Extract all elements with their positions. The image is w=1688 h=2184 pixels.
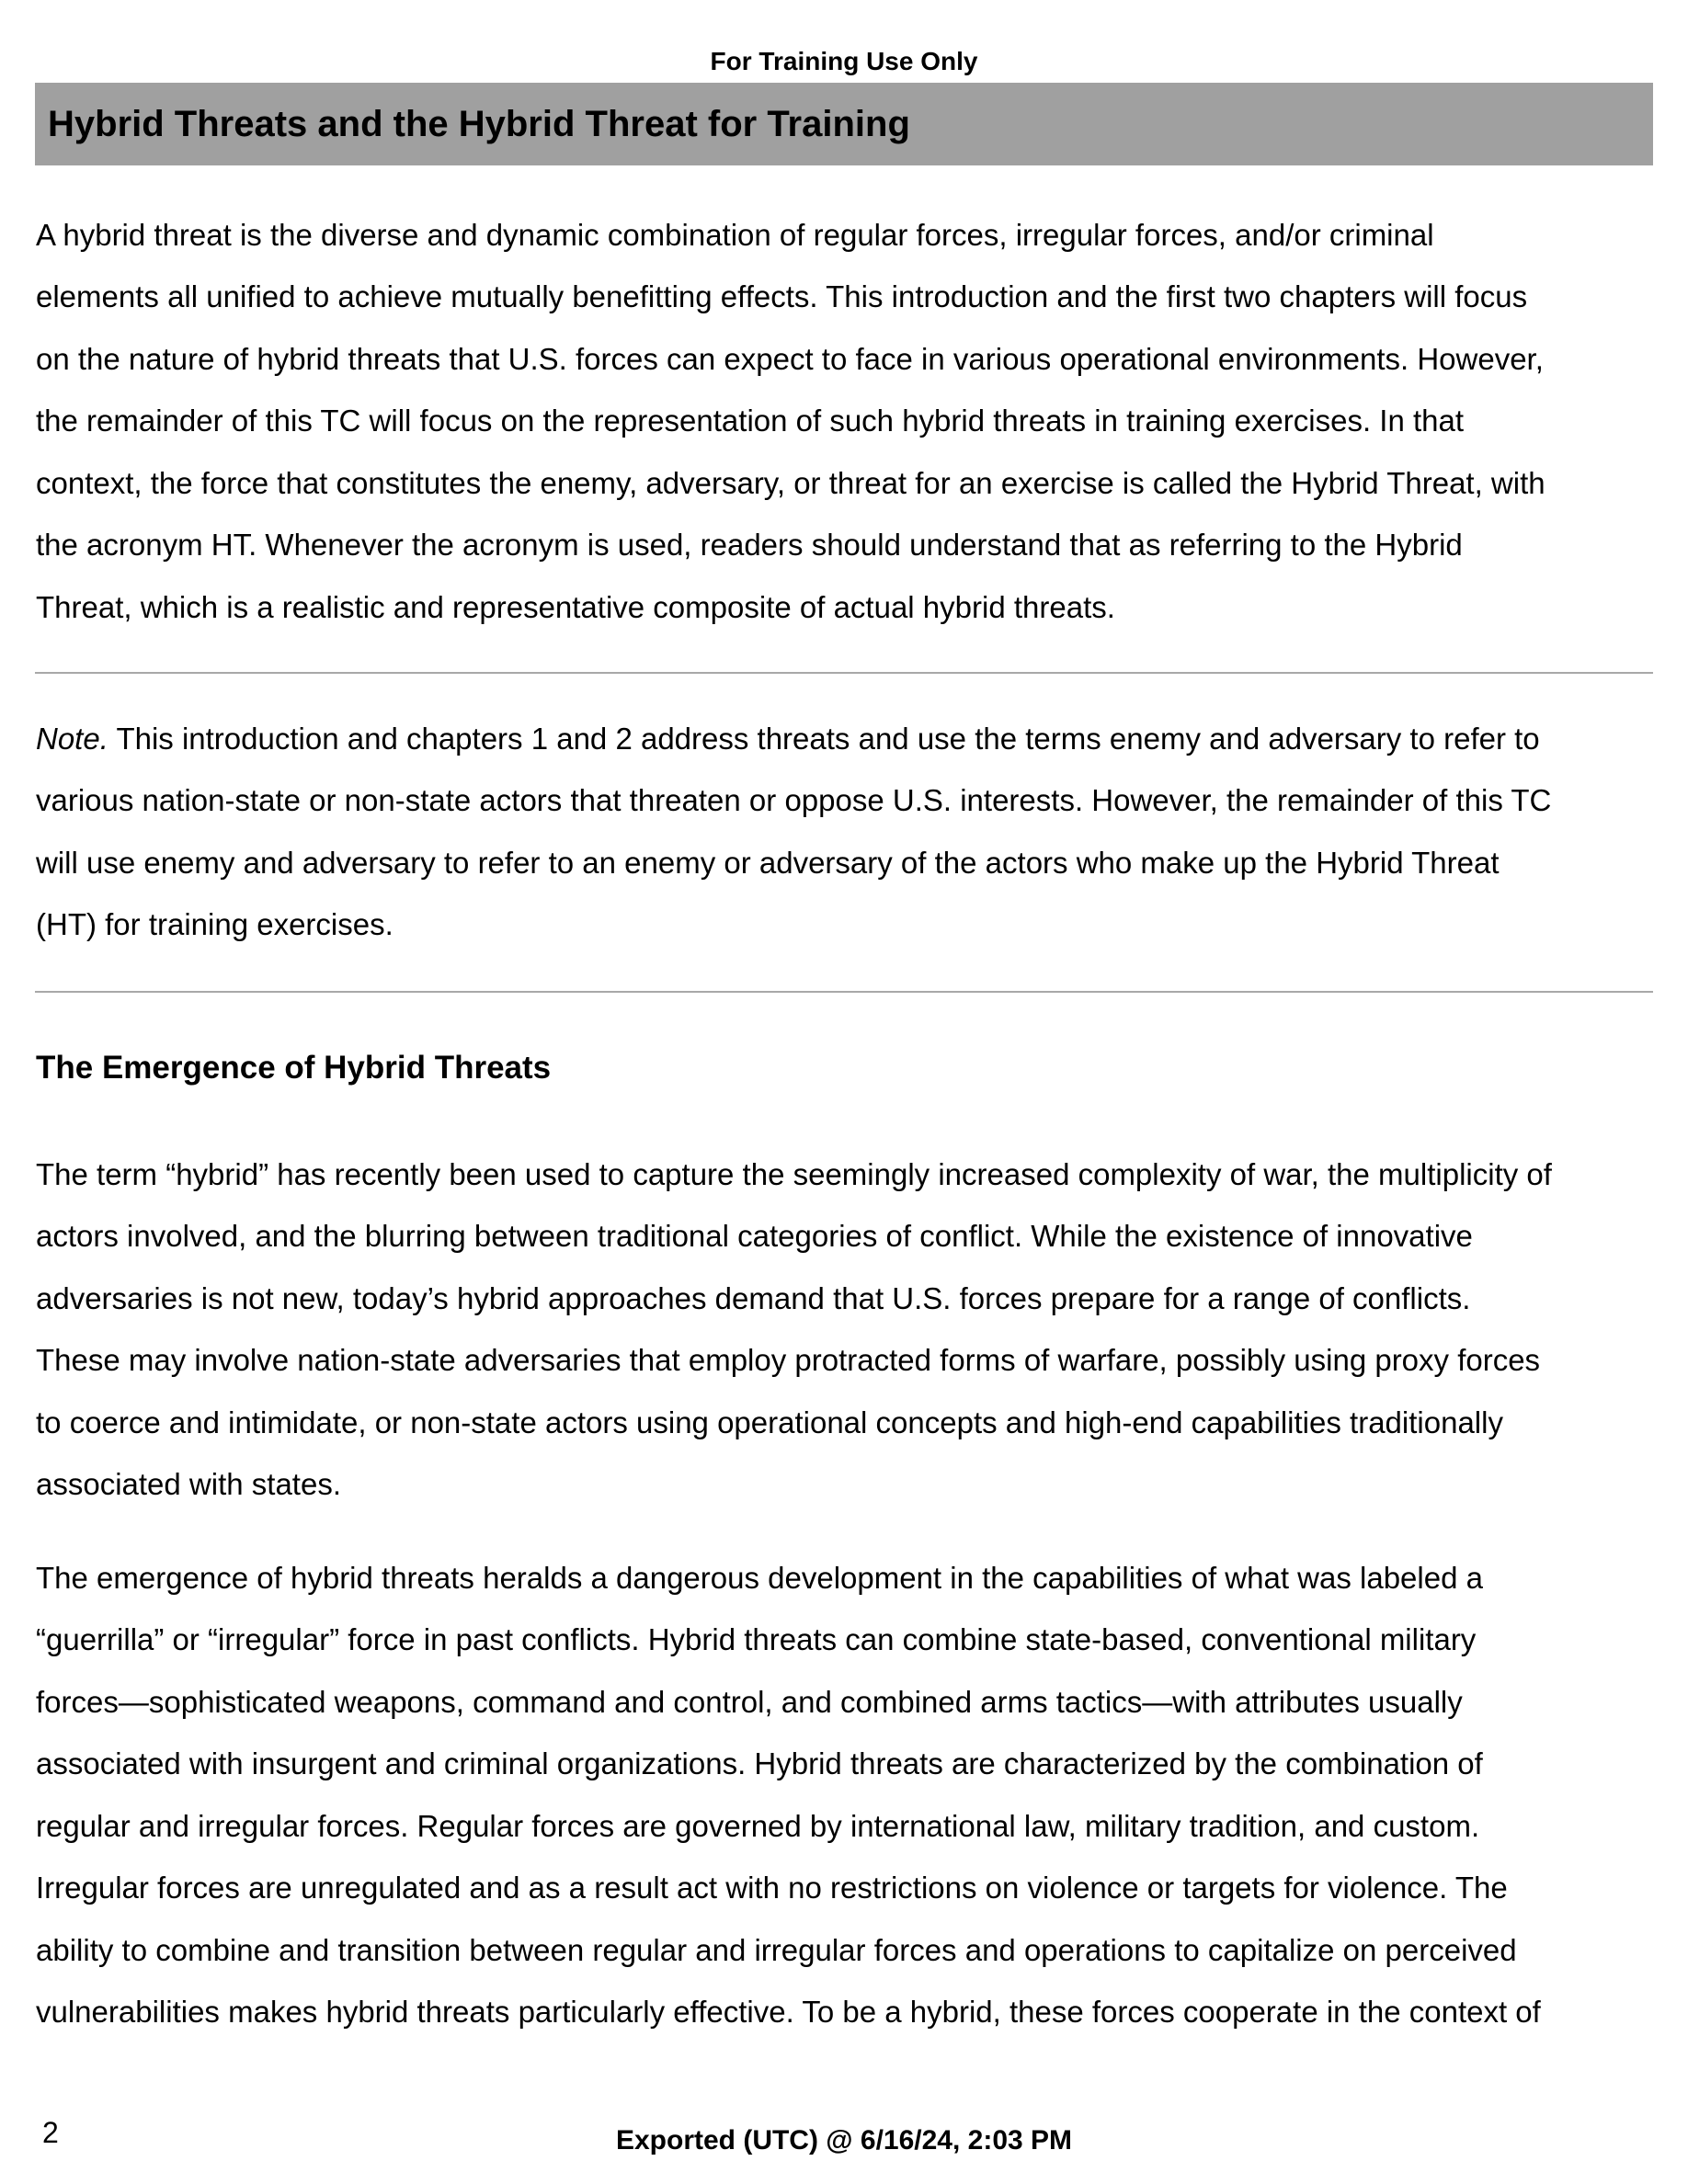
paragraph-line: vulnerabilities makes hybrid threats particularly effective. To be a hybrid, these forces cooperate in the context of: [36, 1995, 1541, 2030]
export-timestamp: Exported (UTC) @ 6/16/24, 2:03 PM: [615, 2125, 1073, 2156]
paragraph-line: the acronym HT. Whenever the acronym is used, readers should understand that as referring to the Hybrid: [36, 528, 1463, 563]
paragraph-line: adversaries is not new, today’s hybrid approaches demand that U.S. forces prepare for a range of conflicts.: [36, 1280, 1471, 1315]
paragraph-line: These may involve nation-state adversaries that employ protracted forms of warfare, possibly using proxy forces: [36, 1343, 1541, 1378]
paragraph-line: associated with insurgent and criminal organizations. Hybrid threats are characterized by the combination of: [36, 1746, 1483, 1781]
paragraph-line: on the nature of hybrid threats that U.S. forces can expect to face in various operational environments. However,: [36, 341, 1544, 376]
intro-paragraph: [36, 204, 1659, 639]
page-number: 2: [42, 2116, 59, 2149]
divider-rule: [35, 672, 1653, 674]
divider-rule: [35, 991, 1653, 993]
note-first-line: [36, 708, 1659, 770]
paragraph-line: the remainder of this TC will focus on the representation of such hybrid threats in training exercises. In that: [36, 404, 1465, 438]
paragraph-line: “guerrilla” or “irregular” force in past conflicts. Hybrid threats can combine state-based, conventional military: [36, 1622, 1477, 1657]
paragraph-line: (HT) for training exercises.: [36, 907, 393, 942]
paragraph-line: The emergence of hybrid threats heralds a dangerous development in the capabilities of what was labeled a: [36, 1560, 1483, 1595]
title-banner: [35, 83, 1653, 165]
note-first-line-text: This introduction and chapters 1 and 2 address threats and use the terms enemy and adversary to refer to: [108, 721, 1540, 756]
paragraph-line: elements all unified to achieve mutually benefitting effects. This introduction and the first two chapters will focus: [36, 279, 1528, 314]
paragraph-line: context, the force that constitutes the enemy, adversary, or threat for an exercise is called the Hybrid Threat, with: [36, 465, 1545, 500]
paragraph-line: to coerce and intimidate, or non-state actors using operational concepts and high-end capabilities traditionally: [36, 1405, 1503, 1439]
note-label: Note.: [36, 721, 108, 756]
paragraph-line: will use enemy and adversary to refer to an enemy or adversary of the actors who make up the Hybrid Threat: [36, 845, 1500, 880]
section-paragraph: [36, 1143, 1659, 1516]
paragraph-line: Irregular forces are unregulated and as a result act with no restrictions on violence or targets for violence. The: [36, 1871, 1508, 1905]
paragraph-line: The term “hybrid” has recently been used to capture the seemingly increased complexity of war, the multiplicity of: [36, 1156, 1552, 1191]
section-paragraph: [36, 1547, 1659, 2043]
paragraph-line: A hybrid threat is the diverse and dynamic combination of regular forces, irregular forces, and/or criminal: [36, 217, 1434, 252]
paragraph-line: associated with states.: [36, 1467, 341, 1502]
paragraph-line: forces—sophisticated weapons, command and control, and combined arms tactics—with attributes usually: [36, 1684, 1463, 1719]
paragraph-line: various nation-state or non-state actors that threaten or oppose U.S. interests. However, the remainder of this TC: [36, 783, 1552, 818]
paragraph-line: actors involved, and the blurring between traditional categories of conflict. While the existence of innovative: [36, 1219, 1473, 1254]
paragraph-line: ability to combine and transition between regular and irregular forces and operations to capitalize on perceived: [36, 1932, 1517, 1967]
page-title: Hybrid Threats and the Hybrid Threat for Training: [48, 104, 910, 144]
paragraph-line: Threat, which is a realistic and representative composite of actual hybrid threats.: [36, 589, 1115, 624]
section-heading: The Emergence of Hybrid Threats: [36, 1050, 552, 1086]
running-header: For Training Use Only: [710, 47, 978, 75]
paragraph-line: regular and irregular forces. Regular forces are governed by international law, military tradition, and custom.: [36, 1808, 1480, 1843]
note-paragraph: [36, 708, 1659, 956]
